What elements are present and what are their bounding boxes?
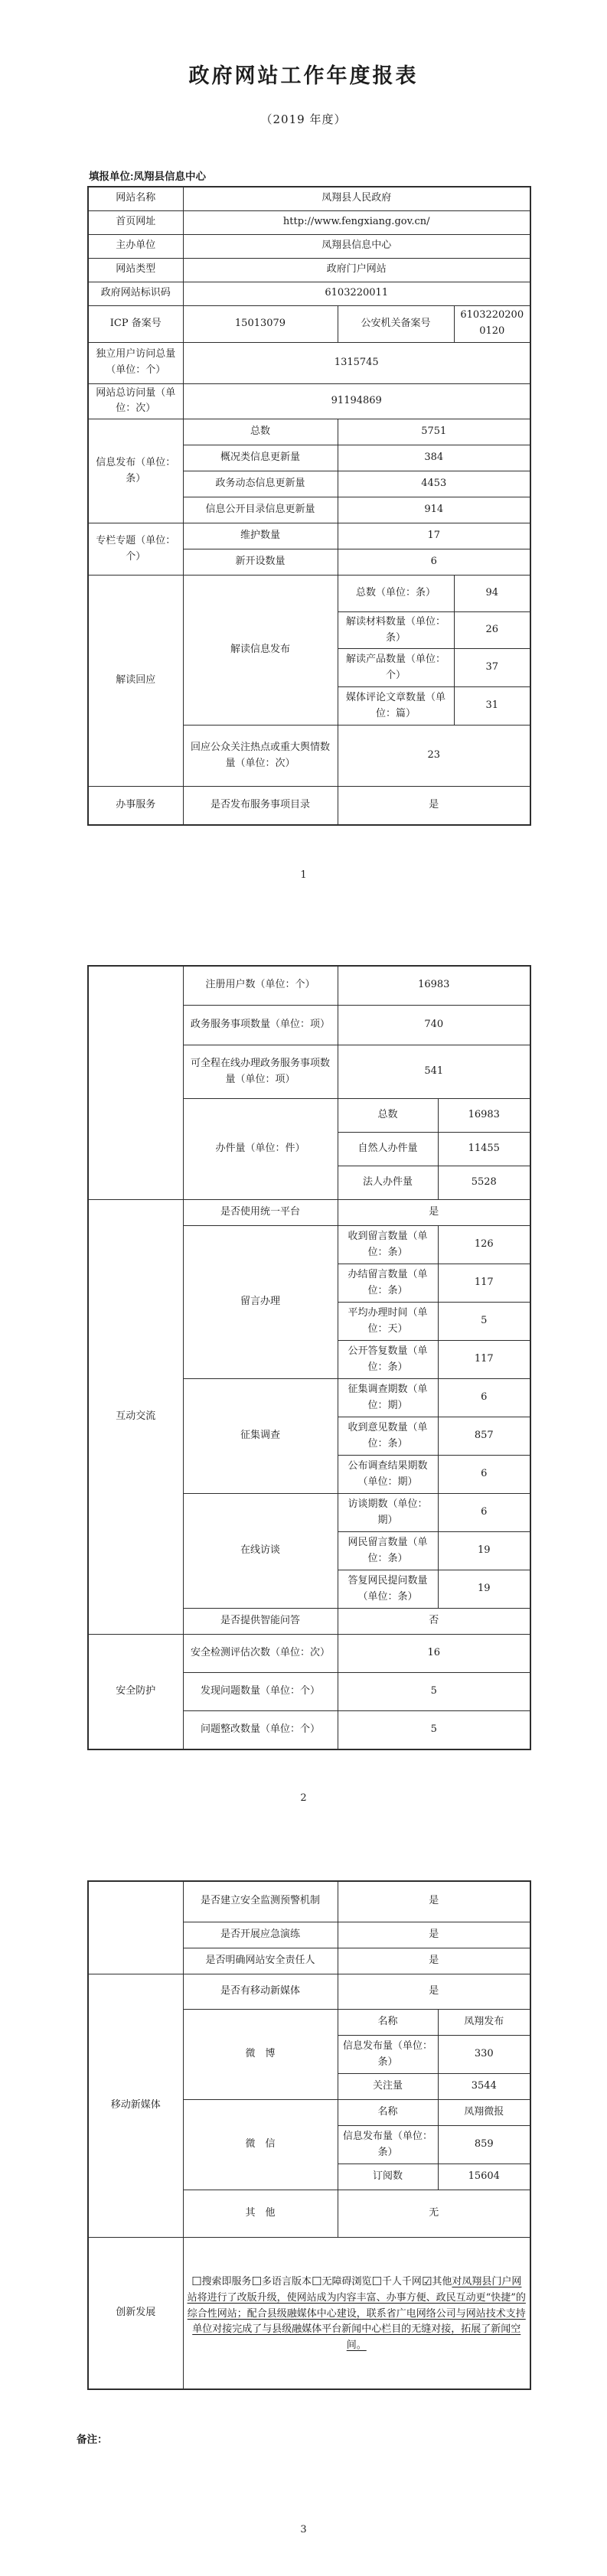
table-cell: 61032202000120 xyxy=(454,305,530,342)
table-cell: 16983 xyxy=(338,966,530,1006)
filing-unit: 填报单位:凤翔县信息中心 xyxy=(89,171,206,182)
unchecked-checkbox-icon: ☐ xyxy=(371,2274,382,2288)
table-cell: 微 信 xyxy=(183,2100,338,2190)
table-cell: 1315745 xyxy=(183,342,530,383)
table-cell: 政府网站标识码 xyxy=(88,282,183,305)
table-cell: 首页网址 xyxy=(88,210,183,234)
table-row xyxy=(88,523,530,549)
table-cell: 6 xyxy=(338,549,530,576)
table-cell: 可全程在线办理政务服务事项数量（单位：项） xyxy=(183,1045,338,1099)
table-cell: 公布调查结果期数（单位：期） xyxy=(338,1456,438,1494)
table-cell: 微 博 xyxy=(183,2010,338,2100)
table-cell: 94 xyxy=(454,576,530,612)
table-cell: 15013079 xyxy=(183,305,338,342)
table-cell: 公开答复数量（单位：条） xyxy=(338,1341,438,1379)
table-cell: 总数 xyxy=(338,1099,438,1133)
table-cell: 名称 xyxy=(338,2100,438,2126)
table-cell: 注册用户数（单位：个） xyxy=(183,966,338,1006)
table-cell: 法人办件量 xyxy=(338,1166,438,1200)
table-cell: 是否建立安全监测预警机制 xyxy=(183,1881,338,1922)
table-cell: 5 xyxy=(338,1673,530,1711)
report-table-page3 xyxy=(87,1880,531,2390)
table-cell: 37 xyxy=(454,649,530,687)
table-cell: 4453 xyxy=(338,471,530,497)
table-cell: 收到意见数量（单位：条） xyxy=(338,1417,438,1456)
checkbox-option-label: 其他 xyxy=(432,2275,452,2287)
table-cell: 征集调查 xyxy=(183,1379,338,1494)
table-cell: 凤翔县人民政府 xyxy=(183,187,530,210)
table-cell: 3544 xyxy=(438,2074,530,2100)
table-cell: 安全防护 xyxy=(88,1635,183,1749)
table-cell: 解读产品数量（单位：个） xyxy=(338,649,454,687)
table-cell: 网民留言数量（单位：条） xyxy=(338,1532,438,1570)
page-number: 3 xyxy=(300,2523,307,2535)
table-cell: 专栏专题（单位：个） xyxy=(88,523,183,576)
table-cell xyxy=(88,966,183,1200)
table-cell: 网站类型 xyxy=(88,258,183,282)
table-cell: 征集调查期数（单位：期） xyxy=(338,1379,438,1417)
table-cell: 媒体评论文章数量（单位：篇） xyxy=(338,687,454,726)
table-cell: 主办单位 xyxy=(88,234,183,258)
table-cell: 概况类信息更新量 xyxy=(183,445,338,471)
table-cell: 16 xyxy=(338,1635,530,1673)
table-cell: 是 xyxy=(338,1948,530,1974)
table-cell: 6 xyxy=(438,1456,530,1494)
table-row xyxy=(88,966,530,1006)
table-cell: 信息发布（单位：条） xyxy=(88,419,183,523)
page-number: 2 xyxy=(300,1792,307,1804)
checked-checkbox-icon: ☑ xyxy=(421,2274,432,2288)
document-subtitle: （2019 年度） xyxy=(260,112,347,126)
table-row xyxy=(88,187,530,210)
table-cell: 857 xyxy=(438,1417,530,1456)
table-cell: 政府门户网站 xyxy=(183,258,530,282)
table-cell: 信息发布量（单位：条） xyxy=(338,2126,438,2164)
table-cell: 是 xyxy=(338,1922,530,1948)
table-cell: 17 xyxy=(338,523,530,549)
table-cell: 凤翔发布 xyxy=(438,2010,530,2036)
checkbox-option-label: 千人千网 xyxy=(381,2275,422,2287)
unchecked-checkbox-icon: ☐ xyxy=(312,2274,322,2288)
table-cell: 19 xyxy=(438,1532,530,1570)
table-cell: 117 xyxy=(438,1341,530,1379)
notes-label: 备注： xyxy=(77,2433,108,2445)
table-cell: 政务服务事项数量（单位：项） xyxy=(183,1006,338,1045)
report-table-page1 xyxy=(87,186,531,826)
table-row xyxy=(88,234,530,258)
table-cell: 是 xyxy=(338,1881,530,1922)
table-cell: 6 xyxy=(438,1494,530,1532)
unchecked-checkbox-icon: ☐ xyxy=(251,2274,262,2288)
table-cell: 5 xyxy=(338,1711,530,1749)
table-cell: 91194869 xyxy=(183,383,530,419)
table-cell: 是否使用统一平台 xyxy=(183,1200,338,1226)
table-row xyxy=(88,383,530,419)
table-row xyxy=(88,1974,530,2010)
table-cell: 公安机关备案号 xyxy=(338,305,454,342)
table-cell: 网站名称 xyxy=(88,187,183,210)
table-cell: 914 xyxy=(338,497,530,523)
table-row xyxy=(88,258,530,282)
table-cell: 解读信息发布 xyxy=(183,576,338,726)
table-cell: 是 xyxy=(338,1974,530,2010)
table-cell: 解读回应 xyxy=(88,576,183,787)
table-cell xyxy=(88,1881,183,1974)
table-cell: 新开设数量 xyxy=(183,549,338,576)
table-cell: 6103220011 xyxy=(183,282,530,305)
table-cell: 独立用户访问总量（单位：个） xyxy=(88,342,183,383)
table-row xyxy=(88,2238,530,2389)
document-title: 政府网站工作年度报表 xyxy=(188,64,419,87)
page-number: 1 xyxy=(300,869,307,881)
table-row xyxy=(88,1635,530,1673)
table-row xyxy=(88,787,530,825)
table-cell: 在线访谈 xyxy=(183,1494,338,1609)
table-cell: 问题整改数量（单位：个） xyxy=(183,1711,338,1749)
table-cell: 330 xyxy=(438,2036,530,2074)
table-cell: 安全检测评估次数（单位：次） xyxy=(183,1635,338,1673)
table-cell: 解读材料数量（单位：条） xyxy=(338,612,454,649)
table-cell: 19 xyxy=(438,1570,530,1609)
table-cell: 创新发展 xyxy=(88,2238,183,2389)
table-cell: 是 xyxy=(338,1200,530,1226)
table-cell: 是否提供智能问答 xyxy=(183,1609,338,1635)
table-cell: 订阅数 xyxy=(338,2164,438,2190)
table-cell: 平均办理时间（单位：天） xyxy=(338,1303,438,1341)
table-cell: 政务动态信息更新量 xyxy=(183,471,338,497)
table-cell: 31 xyxy=(454,687,530,726)
table-cell: 信息发布量（单位：条） xyxy=(338,2036,438,2074)
table-cell: 否 xyxy=(338,1609,530,1635)
checkbox-option-label: 搜索即服务 xyxy=(201,2275,252,2287)
table-cell: 740 xyxy=(338,1006,530,1045)
innovation-development-cell xyxy=(183,2238,530,2389)
table-cell: 互动交流 xyxy=(88,1200,183,1635)
table-cell: 发现问题数量（单位：个） xyxy=(183,1673,338,1711)
table-cell: 6 xyxy=(438,1379,530,1417)
table-cell: 5751 xyxy=(338,419,530,445)
table-cell: 16983 xyxy=(438,1099,530,1133)
table-cell: 自然人办件量 xyxy=(338,1133,438,1166)
table-cell: 其 他 xyxy=(183,2190,338,2238)
table-row xyxy=(88,305,530,342)
table-cell: 网站总访问量（单位：次） xyxy=(88,383,183,419)
table-cell: 凤翔微报 xyxy=(438,2100,530,2126)
table-cell: 859 xyxy=(438,2126,530,2164)
table-cell: 回应公众关注热点或重大舆情数量（单位：次） xyxy=(183,726,338,787)
table-cell: 5528 xyxy=(438,1166,530,1200)
table-row xyxy=(88,1200,530,1226)
unchecked-checkbox-icon: ☐ xyxy=(191,2274,202,2288)
table-row xyxy=(88,1881,530,1922)
table-cell: 访谈期数（单位：期） xyxy=(338,1494,438,1532)
table-cell: 126 xyxy=(438,1226,530,1264)
checkbox-option-label: 无障碍浏览 xyxy=(321,2275,372,2287)
table-cell: 26 xyxy=(454,612,530,649)
report-table-page2 xyxy=(87,965,531,1750)
table-cell: 名称 xyxy=(338,2010,438,2036)
table-cell: 办件量（单位：件） xyxy=(183,1099,338,1200)
table-cell: 信息公开目录信息更新量 xyxy=(183,497,338,523)
table-cell: 办事服务 xyxy=(88,787,183,825)
table-cell: 关注量 xyxy=(338,2074,438,2100)
table-cell: 移动新媒体 xyxy=(88,1974,183,2238)
table-cell: 541 xyxy=(338,1045,530,1099)
table-cell: 办结留言数量（单位：条） xyxy=(338,1264,438,1303)
table-cell: 是 xyxy=(338,787,530,825)
table-row xyxy=(88,342,530,383)
table-row xyxy=(88,210,530,234)
table-cell: 是否开展应急演练 xyxy=(183,1922,338,1948)
table-cell: 15604 xyxy=(438,2164,530,2190)
table-cell: 总数 xyxy=(183,419,338,445)
table-cell: 117 xyxy=(438,1264,530,1303)
table-cell: ICP 备案号 xyxy=(88,305,183,342)
table-cell: 5 xyxy=(438,1303,530,1341)
table-cell: 凤翔县信息中心 xyxy=(183,234,530,258)
table-cell: 23 xyxy=(338,726,530,787)
table-cell: 维护数量 xyxy=(183,523,338,549)
table-row xyxy=(88,282,530,305)
table-cell: 11455 xyxy=(438,1133,530,1166)
table-row xyxy=(88,576,530,612)
checkbox-option-label: 多语言版本 xyxy=(261,2275,312,2287)
table-cell: 收到留言数量（单位：条） xyxy=(338,1226,438,1264)
innovation-description: 对凤翔县门户网站将进行了改版升级，使网站成为内容丰富、办事方便、政民互动更“快捷”的综合性网站；配合县级融媒体中心建设，联系省广电网络公司与网站技术支持单位对接完成了与县级融媒体平台新闻中心栏目的无缝对接，拓展了新闻空间。 xyxy=(187,2275,526,2352)
table-cell: 总数（单位：条） xyxy=(338,576,454,612)
table-cell: 留言办理 xyxy=(183,1226,338,1379)
table-cell: 答复网民提问数量（单位：条） xyxy=(338,1570,438,1609)
table-cell: 是否有移动新媒体 xyxy=(183,1974,338,2010)
table-cell: 是否明确网站安全责任人 xyxy=(183,1948,338,1974)
table-row xyxy=(88,419,530,445)
table-cell: 384 xyxy=(338,445,530,471)
table-cell: 无 xyxy=(338,2190,530,2238)
table-cell: http://www.fengxiang.gov.cn/ xyxy=(183,210,530,234)
table-cell: 是否发布服务事项目录 xyxy=(183,787,338,825)
